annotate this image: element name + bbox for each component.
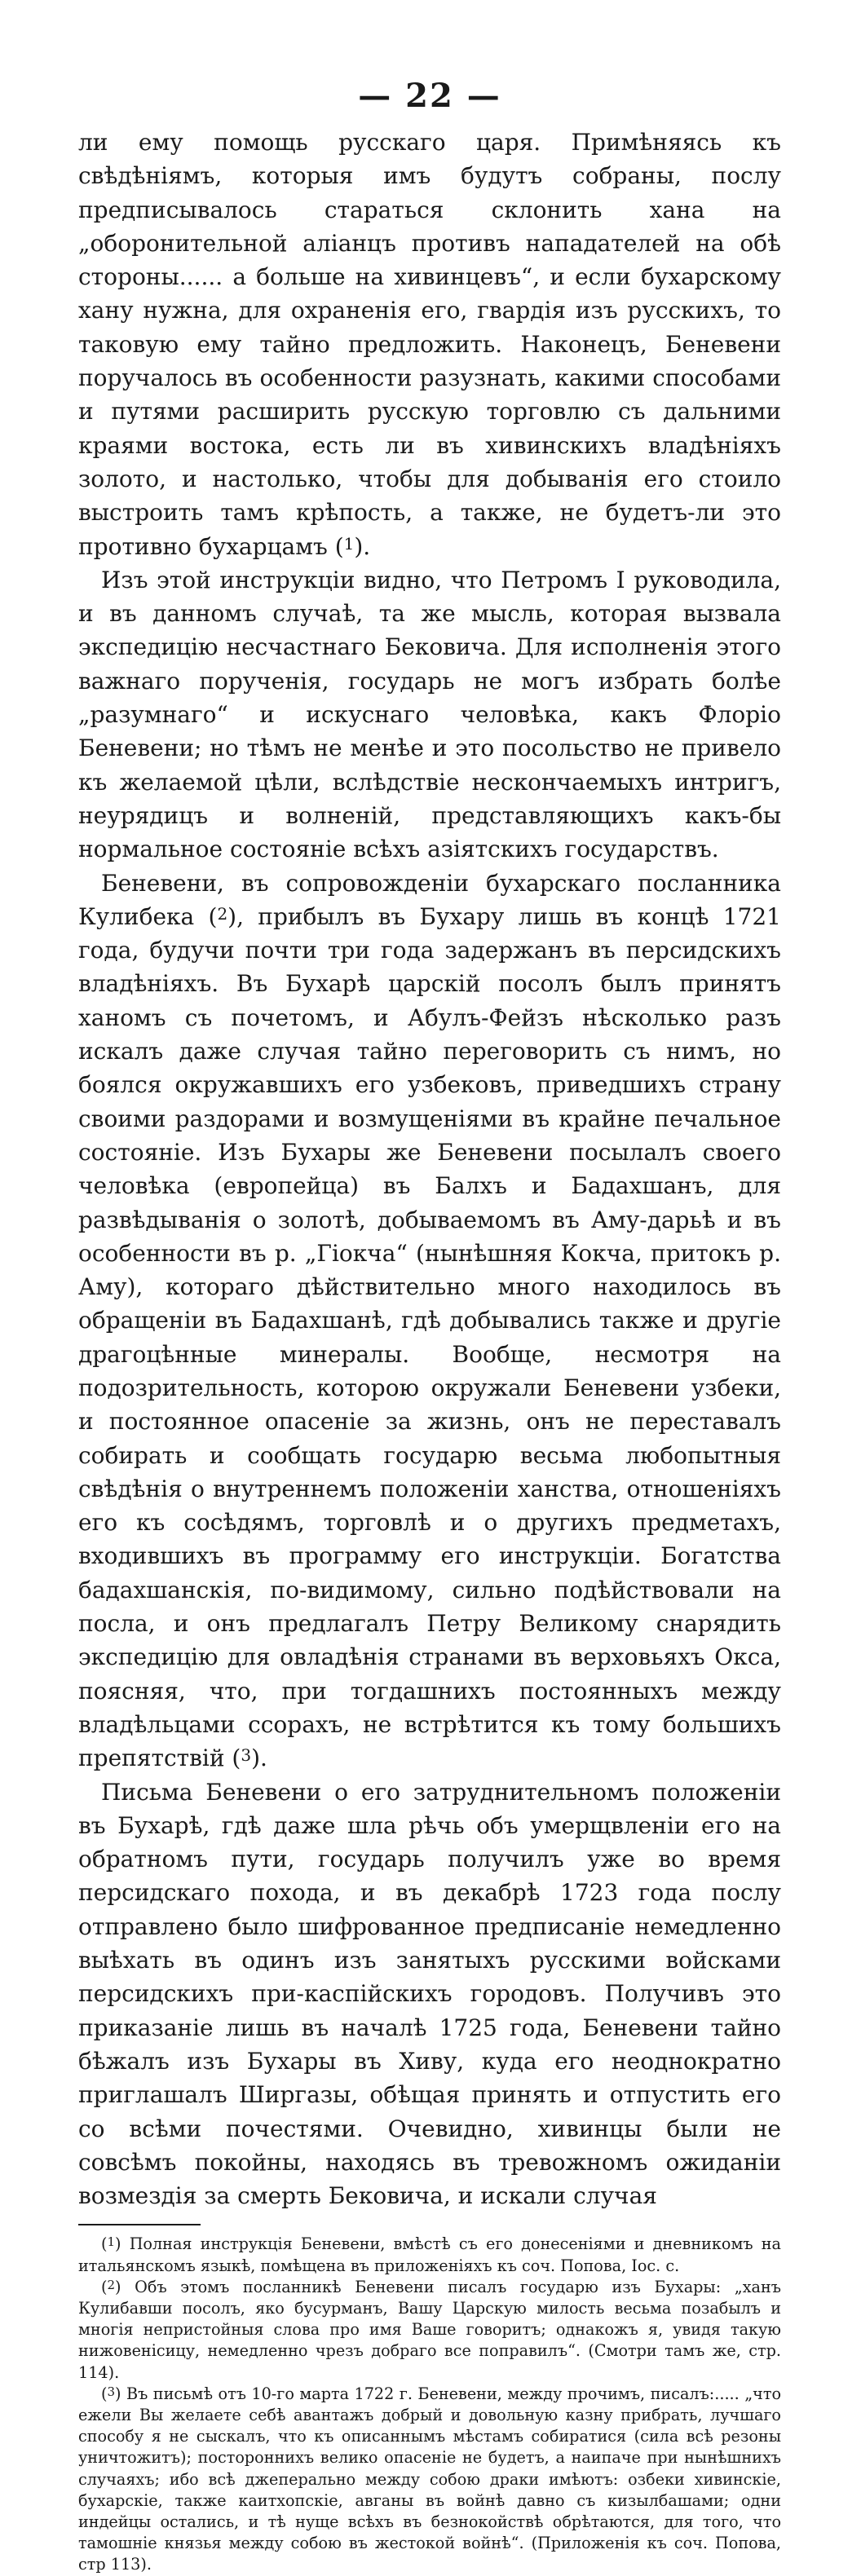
footnote-3-mark-close: ) xyxy=(115,2384,127,2403)
footnote-separator xyxy=(78,2224,201,2225)
paragraph-1-text: ли ему помощь русскаго царя. Примѣняясь къ свѣдѣніямъ, которыя имъ будутъ собраны, послу предписывалось стараться склонить хана на „оборонительной аліанцъ противъ нападателей на обѣ стороны...... а больше на хивинцевъ“, и если бухарскому хану нужна, для охраненія его, гвардія изъ русскихъ, то таковую ему тайно предложить. Наконецъ, Беневени поручалось въ особенности разузнать, какими способами и путями расширить русскую торговлю съ дальними краями востока, есть ли въ хивинскихъ владѣніяхъ золото, и настолько, чтобы для добыванія его стоило выстроить тамъ крѣпость, а также, не будетъ-ли это противно бухарцамъ ( xyxy=(78,129,781,560)
footnote-3 xyxy=(78,2384,781,2576)
footnote-3-mark: 3 xyxy=(107,2384,116,2399)
paragraph-1-close: ). xyxy=(354,532,371,560)
footnote-1-text: Полная инструкція Беневени, вмѣстѣ съ его донесеніями и дневникомъ на итальянскомъ языкѣ, помѣщена въ приложеніяхъ къ соч. Попова, Іос. с. xyxy=(78,2234,781,2275)
footnote-ref-1: 1 xyxy=(343,533,355,554)
page-number: — 22 — xyxy=(358,77,501,115)
footnote-2-mark: 2 xyxy=(107,2277,116,2292)
footnote-2 xyxy=(78,2277,781,2384)
footnote-ref-3: 3 xyxy=(241,1745,252,1766)
footnotes xyxy=(78,2234,781,2575)
book-page xyxy=(78,72,781,2576)
paragraph-4: Письма Беневени о его затруднительномъ положеніи въ Бухарѣ, гдѣ даже шла рѣчь объ умерщвленіи его на обратномъ пути, государь получилъ уже во время персидскаго похода, и въ декабрѣ 1723 года послу отправлено было шифрованное предписаніе немедленно выѣхать въ одинъ изъ занятыхъ русскими войсками персидскихъ при-каспійскихъ городовъ. Получивъ это приказаніе лишь въ началѣ 1725 года, Беневени тайно бѣжалъ изъ Бухары въ Хиву, куда его неоднократно приглашалъ Ширгазы, обѣщая принять и отпустить его со всѣми почестями. Очевидно, хивинцы были не совсѣмъ покойны, находясь въ тревожномъ ожиданіи возмездія за смерть Бековича, и искали случая xyxy=(78,1778,781,2210)
main-text xyxy=(78,126,781,2212)
footnote-2-text: Объ этомъ посланникѣ Беневени писалъ государю изъ Бухары: „ханъ Кулибавши посолъ, яко бусурманъ, Вашу Царскую милость весьма позабылъ и многія непристойныя слова про имя Ваше говоритъ; однакожъ я, увидя такую нижовенісицу, немедленно чрезъ добраго все поправилъ“. (Смотри тамъ же, стр. 114). xyxy=(78,2277,781,2382)
paragraph-3-close: ). xyxy=(251,1745,267,1772)
paragraph-3 xyxy=(78,867,781,1775)
footnote-1 xyxy=(78,2234,781,2276)
footnote-1-mark-open: ( xyxy=(101,2234,108,2254)
footnote-2-mark-open: ( xyxy=(101,2277,108,2296)
footnote-3-mark-open: ( xyxy=(101,2384,108,2403)
footnote-2-mark-close: ) xyxy=(115,2277,135,2296)
paragraph-3-text-a: Беневени, въ сопровожденіи бухарскаго посланника Кулибека ( xyxy=(78,869,781,930)
footnote-ref-2: 2 xyxy=(217,903,228,924)
footnote-1-mark: 1 xyxy=(107,2234,116,2250)
footnote-3-text: Въ письмѣ отъ 10-го марта 1722 г. Беневени, между прочимъ, писалъ:..... „что ежели Вы желаете себѣ авантажъ добрый и довольную казну прибрать, лучшаго способу я не сыскалъ, что къ описаннымъ мѣстамъ собиратися (сила всѣ резоны уничтожитъ); постороннихъ велико опасеніе не будетъ, а наипаче при нынѣшнихъ случаяхъ; ибо всѣ джеперально между собою драки имѣютъ: озбеки хивинскіе, бухарскіе, также каитхопскіе, авганы въ войнѣ давно съ кизылбашами; одни индейцы остались, и тѣ нуще всѣхъ въ безнокойствѣ обрѣтаются, для того, что тамошніе князья между собою въ жестокой войнѣ“. (Приложенія къ соч. Попова, стр 113). xyxy=(78,2384,782,2574)
footnote-1-mark-close: ) xyxy=(115,2234,130,2254)
paragraph-2: Изъ этой инструкціи видно, что Петромъ I руководила, и въ данномъ случаѣ, та же мысль, которая вызвала экспедицію несчастнаго Бековича. Для исполненія этого важнаго порученія, государь не могъ избрать болѣе „разумнаго“ и искуснаго человѣка, какъ Флоріо Беневени; но тѣмъ не менѣе и это посольство не привело къ желаемой цѣли, вслѣдствіе нескончаемыхъ интригъ, неурядицъ и волненій, представляющихъ какъ-бы нормальное состояніе всѣхъ азіятскихъ государствъ. xyxy=(78,566,781,863)
paragraph-1 xyxy=(78,126,781,563)
paragraph-3-text-b: ), прибылъ въ Бухару лишь въ концѣ 1721 года, будучи почти три года задержанъ въ персидскихъ владѣніяхъ. Въ Бухарѣ царскій посолъ былъ принятъ ханомъ съ почетомъ, и Абулъ-Фейзъ нѣсколько разъ искалъ даже случая тайно переговорить съ нимъ, но боялся окружавшихъ его узбековъ, приведшихъ страну своими раздорами и возмущеніями въ крайне печальное состояніе. Изъ Бухары же Беневени посылалъ своего человѣка (европейца) въ Балхъ и Бадахшанъ, для развѣдыванія о золотѣ, добываемомъ въ Аму-дарьѣ и въ особенности въ р. „Гіокча“ (нынѣшняя Кокча, притокъ р. Аму), котораго дѣйствительно много находилось въ обращеніи въ Бадахшанѣ, гдѣ добывались также и другіе драгоцѣнные минералы. Вообще, несмотря на подозрительность, которою окружали Беневени узбеки, и постоянное опасеніе за жизнь, онъ не переставалъ собирать и сообщать государю весьма любопытныя свѣдѣнія о внутреннемъ положеніи ханства, отношеніяхъ его къ сосѣдямъ, торговлѣ и о другихъ предметахъ, входившихъ въ программу его инструкціи. Богатства бадахшанскія, по-видимому, сильно подѣйствовали на посла, и онъ предлагалъ Петру Великому снарядить экспедицію для овладѣнія странами въ верховьяхъ Окса, поясняя, что, при тогдашнихъ постоянныхъ между владѣльцами ссорахъ, не встрѣтится къ тому большихъ препятствій ( xyxy=(78,902,781,1772)
